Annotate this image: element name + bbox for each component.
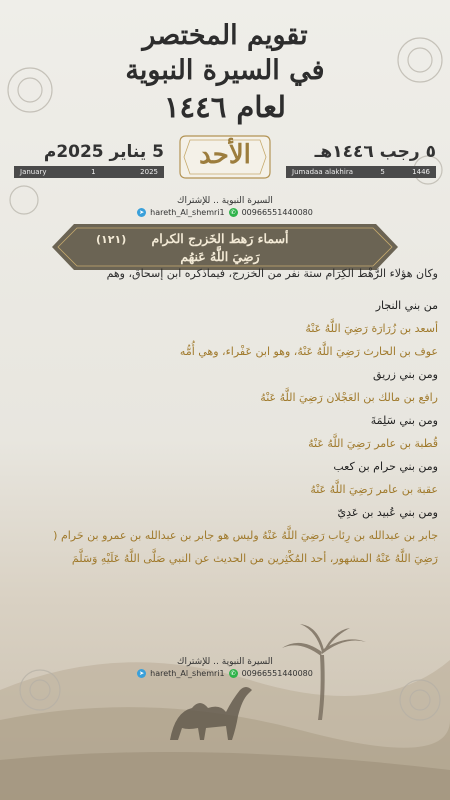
clan-heading: ومن بني عُبيد بن عَدِيّ (337, 506, 438, 519)
gregorian-date-text: 5 يناير 2025م (43, 142, 164, 162)
telegram-icon: ➤ (139, 670, 145, 677)
clan-heading: من بني النجار (375, 299, 438, 312)
article-body (12, 264, 438, 570)
companion-line: عقبة بن عامر رَضِيَ اللَّهُ عَنْهُ (310, 483, 438, 496)
clan-heading: ومن بني حرام بن كعب (333, 460, 438, 473)
hijri-year: 1446 (412, 168, 430, 176)
hijri-date-text: ٥ رجب ١٤٤٦هـ (314, 142, 436, 162)
gregorian-day: 1 (91, 168, 96, 176)
gregorian-date (14, 142, 164, 178)
topic-title (120, 230, 320, 266)
companion-line: عوف بن الحارث رَضِيَ اللَّهُ عَنْهُ، وهو ابن عَفْراء، وهي أُمُّه (179, 345, 438, 358)
day-name: الأحد (199, 140, 251, 170)
clan-heading: ومن بني سَلِمَةَ (370, 414, 438, 427)
gregorian-date-bar (14, 166, 164, 178)
hijri-date (286, 142, 436, 178)
social-block-top (0, 196, 450, 217)
telegram-handle[interactable]: hareth_Al_shemri1 (150, 208, 225, 217)
social-block-bottom (0, 657, 450, 678)
whatsapp-icon: ✆ (230, 670, 236, 677)
whatsapp-icon: ✆ (230, 209, 236, 216)
channel-name: السيرة النبوية .. للإشتراك (177, 196, 273, 206)
channel-name-bottom: السيرة النبوية .. للإشتراك (177, 657, 273, 667)
companion-line: رافع بن مالك بن العَجْلان رَضِيَ اللَّهُ عَنْهُ (260, 391, 438, 404)
calendar-subtitle: في السيرة النبوية (125, 55, 325, 86)
calendar-title: تقويم المختصر (142, 20, 308, 51)
content-lines (12, 294, 438, 570)
telegram-handle-bottom[interactable]: hareth_Al_shemri1 (150, 669, 225, 678)
hijri-date-bar (286, 166, 436, 178)
calendar-year: لعام ١٤٤٦ (163, 90, 287, 124)
whatsapp-number-bottom[interactable]: 00966551440080 (241, 669, 313, 678)
clan-heading: ومن بني زريق (373, 368, 438, 381)
topic-title-line1: أسماء رَهط الخَزرج الكرام (151, 231, 289, 246)
companion-line: جابر بن عبدالله بن رِئاب رَضِيَ اللَّهُ عَنْهُ وليس هو جابر بن عبدالله بن عمرو بن حَرام ( (53, 529, 438, 542)
whatsapp-number[interactable]: 00966551440080 (241, 208, 313, 217)
intro-paragraph: وكان هؤلاء الرَّهْط الكِرَام ستة نفر من الخزرج، فيماذكره ابن إسحاق، وهم (106, 267, 438, 280)
companion-line: أسعد بن زُرَارَة رَضِيَ اللَّهُ عَنْهُ (305, 322, 438, 335)
topic-title-line2: رَضِيَ اللَّهُ عَنهُم (180, 249, 260, 264)
hijri-month: Jumadaa alakhira (292, 168, 353, 176)
topic-number: (١٢١) (96, 233, 127, 246)
day-emblem (178, 132, 272, 182)
telegram-icon: ➤ (139, 209, 145, 216)
gregorian-year: 2025 (140, 168, 158, 176)
companion-line: رَضِيَ اللَّهُ عَنْهُ المشهور، أحد المُكْثِرين من الحديث عن النبي صَلَّى اللَّهُ عَلَيْهِ وَسَلَّمَ (71, 552, 438, 565)
companion-line: قُطبة بن عامر رَضِيَ اللَّهُ عَنْهُ (308, 437, 438, 450)
hijri-day: 5 (380, 168, 385, 176)
gregorian-month: January (20, 168, 47, 176)
